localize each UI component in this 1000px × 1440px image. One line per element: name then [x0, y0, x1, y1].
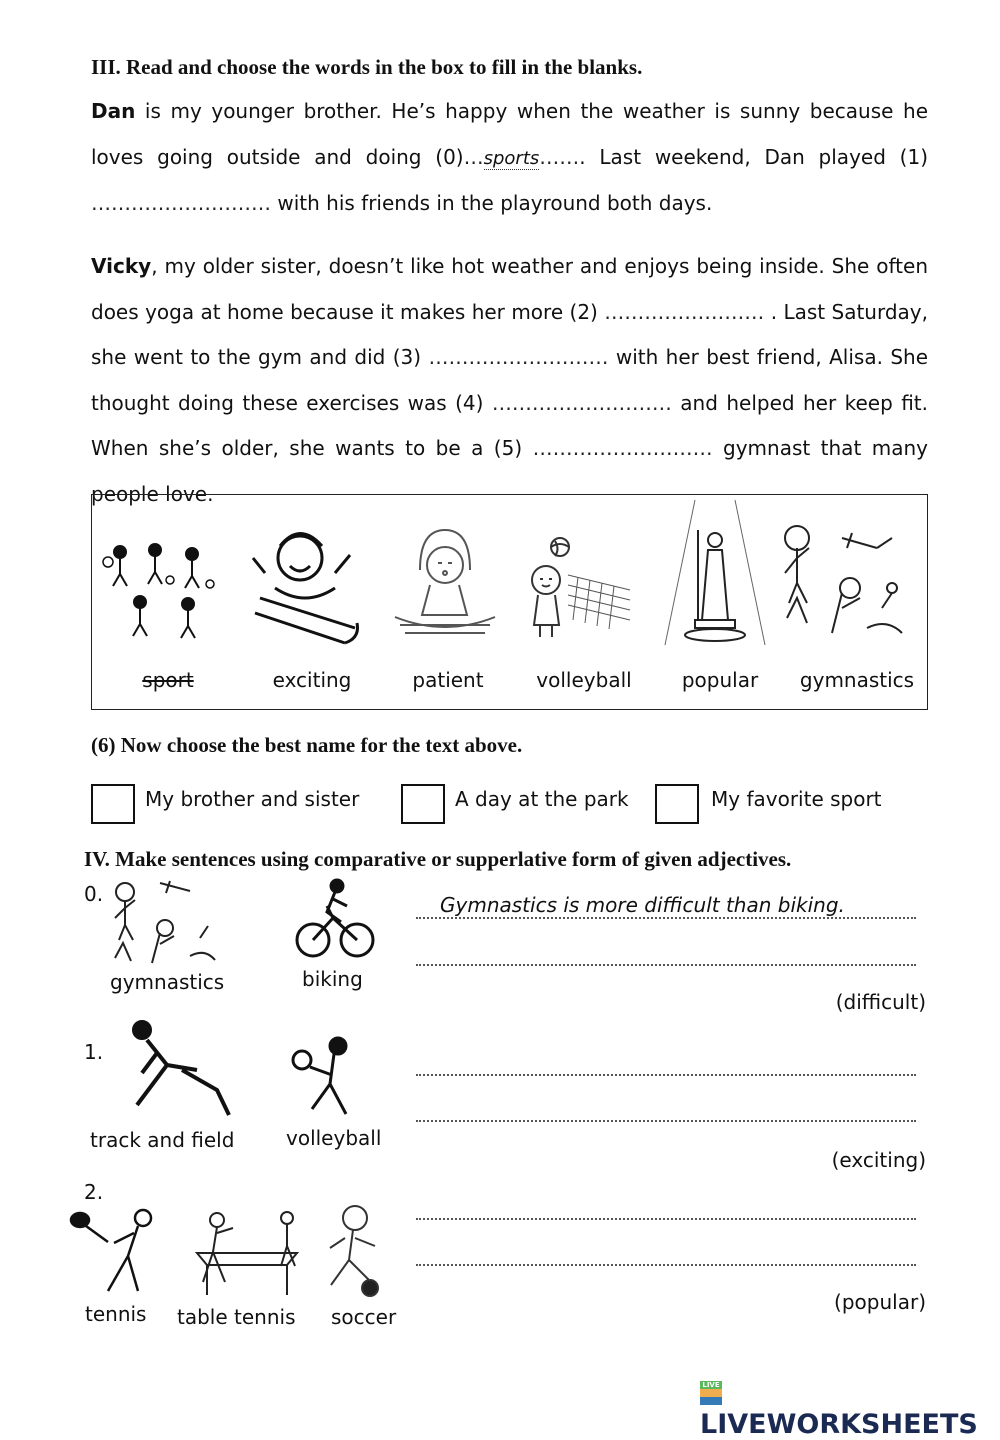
blank-3[interactable]: ……………………… [428, 345, 609, 369]
p1-text-2: . Last weekend, Dan played (1) [579, 144, 928, 169]
example-answer-0: Gymnastics is more difficult than biking. [440, 893, 845, 917]
question-6: (6) Now choose the best name for the text above. [91, 733, 523, 757]
word-sport: sport [142, 668, 194, 692]
word-volleyball: volleyball [536, 668, 632, 692]
checkbox-my-favorite-sport[interactable] [655, 784, 699, 824]
word-gymnastics: gymnastics [799, 668, 915, 692]
option-3-label: My favorite sport [711, 787, 882, 811]
label-soccer: soccer [331, 1305, 397, 1329]
option-1-label: My brother and sister [145, 787, 360, 811]
adjective-difficult: (difficult) [835, 990, 926, 1014]
label-table-tennis: table tennis [177, 1305, 296, 1329]
answer-line-1b[interactable] [416, 1118, 916, 1122]
tennis-illustration [68, 1208, 163, 1298]
gymnasts-illustration [772, 518, 912, 648]
p1-text-1: is my younger brother. He’s happy when the weather is sunny because he loves going outside and doing (0) [91, 99, 928, 169]
label-tennis: tennis [85, 1302, 147, 1326]
biking-illustration [295, 878, 375, 963]
item-1-number: 1. [84, 1040, 104, 1064]
answer-line-0b [416, 962, 916, 966]
word-patient: patient [412, 668, 484, 692]
gymnastics-illustration [105, 878, 220, 968]
answer-line-0a [416, 915, 916, 919]
kids-sports-illustration [100, 540, 225, 645]
volleyball-girl-illustration [518, 535, 633, 640]
logo-mark-icon [700, 1381, 722, 1405]
adjective-popular: (popular) [834, 1290, 926, 1314]
checkbox-my-brother-and-sister[interactable] [91, 784, 135, 824]
item-0-number: 0. [84, 882, 104, 906]
p2-text-2: . Last Saturday, she went to the gym and did (3) [91, 299, 929, 369]
p1-dots-0a: … [463, 144, 484, 169]
track-and-field-illustration [112, 1018, 237, 1123]
section-3-heading: III. Read and choose the words in the box to fill in the blanks. [91, 55, 643, 79]
word-exciting: exciting [272, 668, 352, 692]
p1-text-3: with his friends in the playround both days. [271, 191, 713, 215]
blank-2[interactable]: …………………… [604, 299, 765, 324]
label-gymnastics: gymnastics [110, 970, 225, 994]
logo-mark-text: LIVE [702, 1381, 720, 1389]
blank-1[interactable]: ……………………… [91, 191, 271, 215]
p2-text-1: , my older sister, doesn’t like hot weather and enjoys being inside. She often does yoga at home because it makes her more (2) [91, 254, 928, 324]
name-dan: Dan [91, 99, 136, 123]
answer-line-2a[interactable] [416, 1216, 916, 1220]
p2-text-5: gymnast that many people love. [91, 436, 928, 506]
yoga-girl-illustration [390, 525, 500, 640]
adjective-exciting: (exciting) [831, 1148, 926, 1172]
p2-text-3: with her best friend, Alisa. She thought doing these exercises was (4) [91, 345, 928, 415]
blank-4[interactable]: ……………………… [491, 390, 672, 415]
liveworksheets-logo [700, 1378, 1000, 1440]
answer-line-1a[interactable] [416, 1072, 916, 1076]
paragraph-dan [91, 89, 928, 227]
soccer-illustration [315, 1200, 395, 1300]
p1-dots-0b: …… [539, 144, 580, 169]
table-tennis-illustration [182, 1208, 307, 1298]
checkbox-a-day-at-the-park[interactable] [401, 784, 445, 824]
sledding-kid-illustration [245, 518, 370, 648]
volleyball-player-illustration [288, 1032, 368, 1122]
blank-5[interactable]: ……………………… [532, 436, 713, 460]
p2-text-4: and helped her keep fit. When she’s older, she wants to be a (5) [91, 390, 928, 460]
label-biking: biking [302, 967, 363, 991]
label-track-and-field: track and field [90, 1128, 235, 1152]
label-volleyball: volleyball [286, 1126, 382, 1150]
word-popular: popular [681, 668, 759, 692]
section-4-heading: IV. Make sentences using comparative or supperlative form of given adjectives. [84, 847, 792, 871]
paragraph-vicky [91, 244, 928, 517]
answer-0: sports [483, 147, 540, 169]
answer-line-2b[interactable] [416, 1262, 916, 1266]
item-2-number: 2. [84, 1180, 104, 1204]
name-vicky: Vicky [91, 254, 152, 278]
logo-text: LIVEWORKSHEETS [700, 1409, 978, 1440]
statue-spotlight-illustration [660, 500, 770, 650]
option-2-label: A day at the park [455, 787, 629, 811]
